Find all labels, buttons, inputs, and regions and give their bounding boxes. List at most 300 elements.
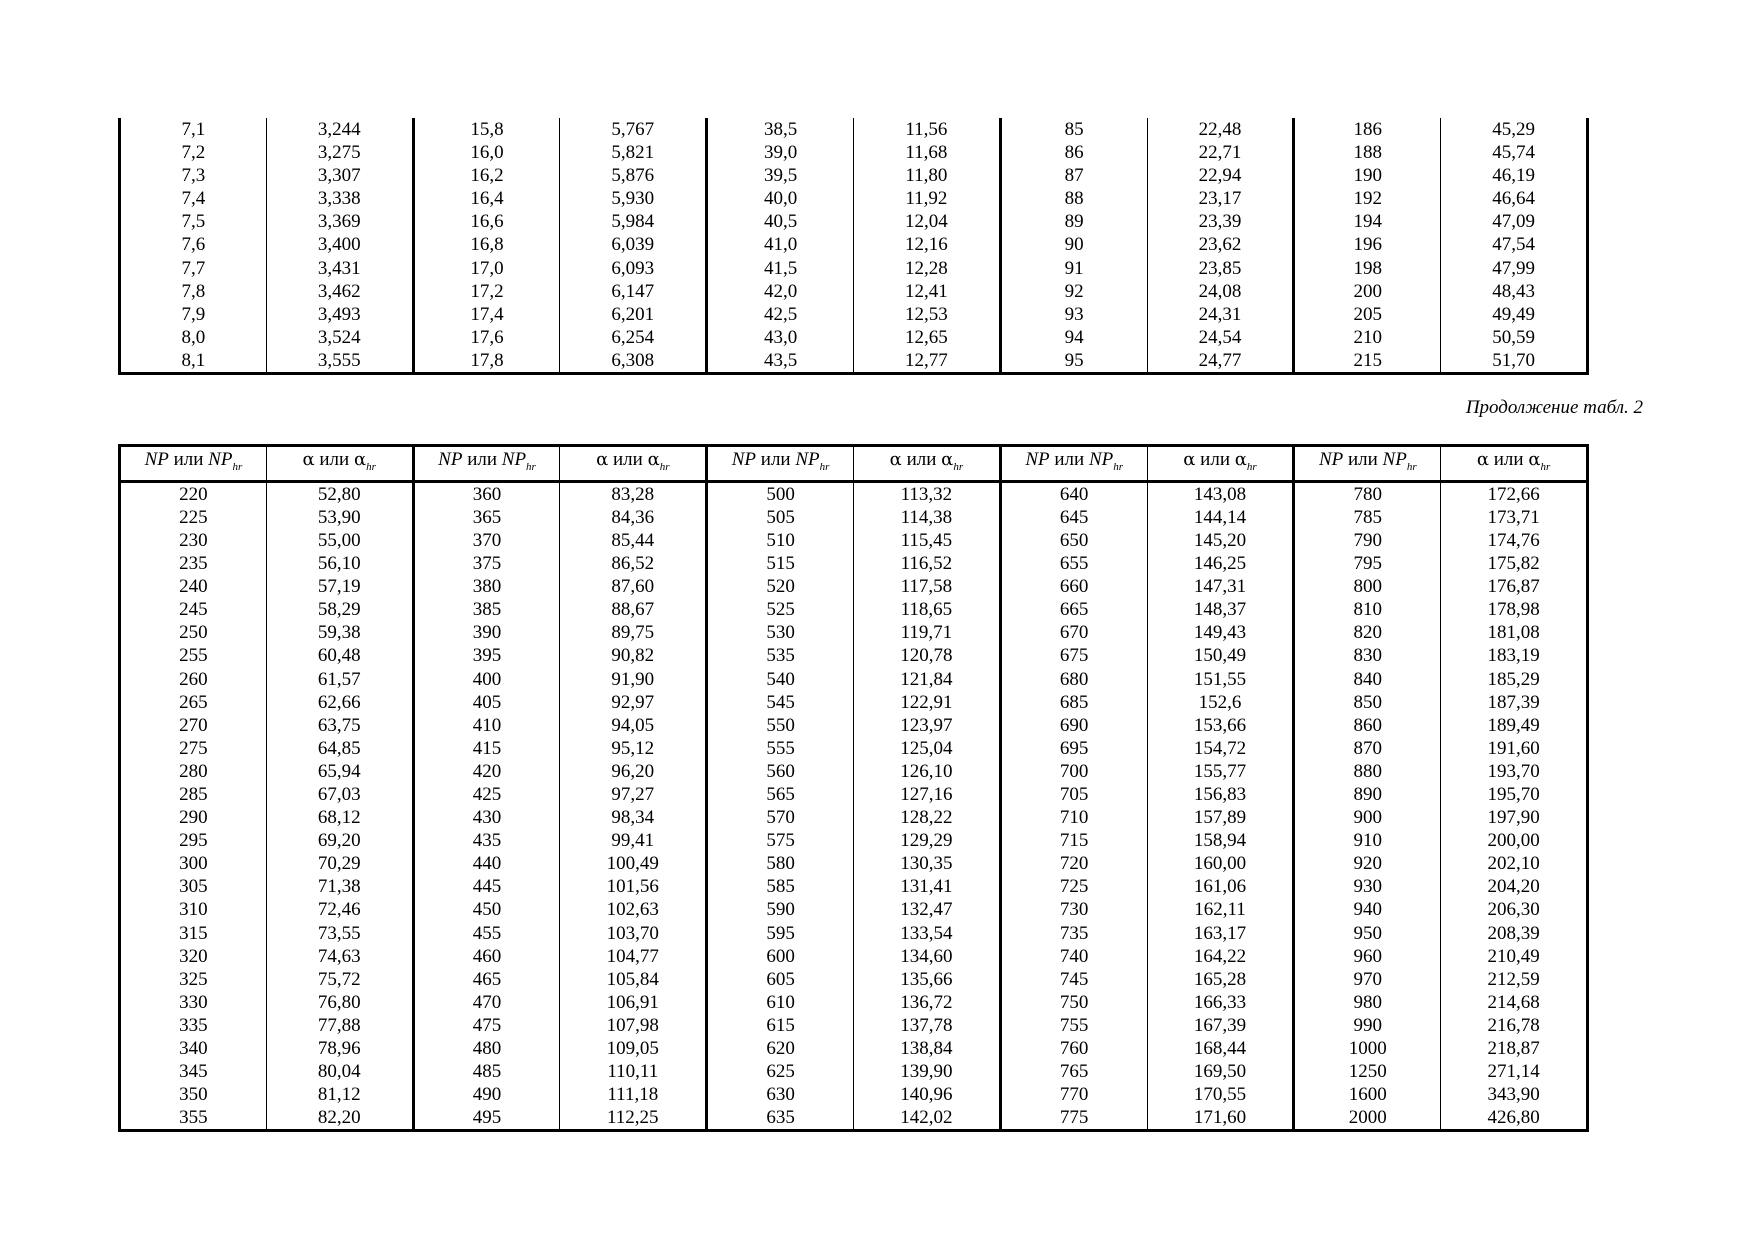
header-np-symbol: NP [438, 449, 463, 470]
np-cell: 535 [707, 644, 854, 667]
np-cell: 395 [413, 644, 560, 667]
np-cell: 230 [120, 529, 267, 552]
header-alpha [560, 446, 707, 482]
alpha-cell: 144,14 [1147, 506, 1294, 529]
header-alpha-hr-symbol: α [1528, 449, 1541, 470]
np-cell: 194 [1294, 210, 1441, 233]
np-cell: 7,9 [120, 303, 267, 326]
alpha-cell: 187,39 [1441, 691, 1588, 714]
alpha-cell: 57,19 [266, 575, 413, 598]
alpha-cell: 46,19 [1441, 164, 1588, 187]
header-np-hr-symbol: NP [501, 449, 527, 470]
np-cell: 475 [413, 1014, 560, 1037]
alpha-cell: 146,25 [1147, 552, 1294, 575]
table-row [120, 898, 1588, 921]
alpha-cell: 173,71 [1441, 506, 1588, 529]
alpha-cell: 63,75 [266, 714, 413, 737]
np-cell: 320 [120, 945, 267, 968]
alpha-cell: 343,90 [1441, 1083, 1588, 1106]
alpha-cell: 56,10 [266, 552, 413, 575]
np-cell: 460 [413, 945, 560, 968]
alpha-cell: 197,90 [1441, 806, 1588, 829]
header-or: или [1195, 449, 1235, 470]
np-cell: 41,0 [707, 233, 854, 256]
header-alpha-hr-symbol: α [353, 449, 367, 470]
np-cell: 7,7 [120, 257, 267, 280]
table-row [120, 233, 1588, 256]
np-cell: 800 [1294, 575, 1441, 598]
np-cell: 370 [413, 529, 560, 552]
alpha-cell: 128,22 [853, 806, 1000, 829]
np-cell: 8,0 [120, 326, 267, 349]
header-alpha-symbol: α [1183, 449, 1196, 470]
np-cell: 85 [1000, 118, 1147, 141]
alpha-cell: 118,65 [853, 598, 1000, 621]
table-row [120, 210, 1588, 233]
alpha-cell: 74,63 [266, 945, 413, 968]
np-cell: 595 [707, 922, 854, 945]
alpha-cell: 139,90 [853, 1060, 1000, 1083]
alpha-cell: 99,41 [560, 829, 707, 852]
table-continuation-top [118, 118, 1589, 375]
header-subscript: hr [953, 460, 964, 473]
header-subscript: hr [659, 460, 670, 473]
np-cell: 480 [413, 1037, 560, 1060]
alpha-cell: 58,29 [266, 598, 413, 621]
alpha-cell: 162,11 [1147, 898, 1294, 921]
table-row [120, 668, 1588, 691]
np-cell: 540 [707, 668, 854, 691]
header-or: или [168, 449, 209, 470]
np-cell: 39,0 [707, 141, 854, 164]
alpha-cell: 47,54 [1441, 233, 1588, 256]
table-row [120, 737, 1588, 760]
np-cell: 545 [707, 691, 854, 714]
alpha-cell: 49,49 [1441, 303, 1588, 326]
np-cell: 7,6 [120, 233, 267, 256]
np-cell: 610 [707, 991, 854, 1014]
np-cell: 295 [120, 829, 267, 852]
np-cell: 340 [120, 1037, 267, 1060]
header-alpha-hr-symbol: α [941, 449, 954, 470]
alpha-cell: 88,67 [560, 598, 707, 621]
alpha-cell: 11,80 [853, 164, 1000, 187]
alpha-cell: 143,08 [1147, 481, 1294, 506]
header-np [120, 446, 267, 482]
table-header-row [120, 446, 1588, 482]
alpha-cell: 97,27 [560, 783, 707, 806]
np-cell: 415 [413, 737, 560, 760]
np-cell: 7,5 [120, 210, 267, 233]
np-cell: 495 [413, 1106, 560, 1131]
alpha-cell: 3,275 [266, 141, 413, 164]
np-cell: 685 [1000, 691, 1147, 714]
alpha-cell: 80,04 [266, 1060, 413, 1083]
np-cell: 39,5 [707, 164, 854, 187]
alpha-cell: 12,41 [853, 280, 1000, 303]
np-cell: 186 [1294, 118, 1441, 141]
alpha-cell: 103,70 [560, 922, 707, 945]
np-cell: 93 [1000, 303, 1147, 326]
alpha-cell: 130,35 [853, 852, 1000, 875]
alpha-cell: 158,94 [1147, 829, 1294, 852]
np-cell: 550 [707, 714, 854, 737]
table-row [120, 141, 1588, 164]
header-or: или [462, 449, 502, 470]
alpha-cell: 147,31 [1147, 575, 1294, 598]
np-cell: 43,0 [707, 326, 854, 349]
alpha-cell: 46,64 [1441, 187, 1588, 210]
alpha-cell: 12,28 [853, 257, 1000, 280]
alpha-cell: 5,821 [560, 141, 707, 164]
alpha-cell: 3,555 [266, 349, 413, 374]
np-cell: 88 [1000, 187, 1147, 210]
alpha-cell: 178,98 [1441, 598, 1588, 621]
np-cell: 650 [1000, 529, 1147, 552]
np-cell: 7,1 [120, 118, 267, 141]
table-row [120, 280, 1588, 303]
alpha-cell: 195,70 [1441, 783, 1588, 806]
table-row [120, 481, 1588, 506]
alpha-cell: 82,20 [266, 1106, 413, 1131]
alpha-cell: 166,33 [1147, 991, 1294, 1014]
np-cell: 700 [1000, 760, 1147, 783]
alpha-cell: 172,66 [1441, 481, 1588, 506]
alpha-cell: 60,48 [266, 644, 413, 667]
alpha-cell: 6,147 [560, 280, 707, 303]
np-cell: 435 [413, 829, 560, 852]
alpha-cell: 100,49 [560, 852, 707, 875]
np-cell: 205 [1294, 303, 1441, 326]
np-cell: 585 [707, 875, 854, 898]
alpha-cell: 170,55 [1147, 1083, 1294, 1106]
table-row [120, 714, 1588, 737]
np-cell: 900 [1294, 806, 1441, 829]
alpha-cell: 3,462 [266, 280, 413, 303]
alpha-cell: 140,96 [853, 1083, 1000, 1106]
np-cell: 250 [120, 621, 267, 644]
alpha-cell: 161,06 [1147, 875, 1294, 898]
alpha-cell: 73,55 [266, 922, 413, 945]
np-cell: 95 [1000, 349, 1147, 374]
np-cell: 500 [707, 481, 854, 506]
np-cell: 695 [1000, 737, 1147, 760]
np-cell: 520 [707, 575, 854, 598]
np-cell: 620 [707, 1037, 854, 1060]
alpha-cell: 95,12 [560, 737, 707, 760]
alpha-cell: 3,493 [266, 303, 413, 326]
np-cell: 745 [1000, 968, 1147, 991]
alpha-cell: 51,70 [1441, 349, 1588, 374]
alpha-cell: 138,84 [853, 1037, 1000, 1060]
np-cell: 290 [120, 806, 267, 829]
alpha-cell: 50,59 [1441, 326, 1588, 349]
header-subscript: hr [232, 460, 243, 473]
np-cell: 7,3 [120, 164, 267, 187]
alpha-cell: 111,18 [560, 1083, 707, 1106]
header-or: или [756, 449, 796, 470]
np-cell: 790 [1294, 529, 1441, 552]
alpha-cell: 89,75 [560, 621, 707, 644]
np-cell: 7,4 [120, 187, 267, 210]
np-cell: 785 [1294, 506, 1441, 529]
table-row [120, 552, 1588, 575]
header-or: или [314, 449, 354, 470]
alpha-cell: 104,77 [560, 945, 707, 968]
alpha-cell: 426,80 [1441, 1106, 1588, 1131]
np-cell: 255 [120, 644, 267, 667]
alpha-cell: 11,92 [853, 187, 1000, 210]
np-cell: 1250 [1294, 1060, 1441, 1083]
table-row [120, 783, 1588, 806]
np-cell: 330 [120, 991, 267, 1014]
alpha-cell: 155,77 [1147, 760, 1294, 783]
np-cell: 455 [413, 922, 560, 945]
np-cell: 890 [1294, 783, 1441, 806]
np-cell: 210 [1294, 326, 1441, 349]
alpha-cell: 112,25 [560, 1106, 707, 1131]
np-cell: 715 [1000, 829, 1147, 852]
np-cell: 8,1 [120, 349, 267, 374]
np-cell: 16,4 [413, 187, 560, 210]
np-cell: 305 [120, 875, 267, 898]
alpha-cell: 150,49 [1147, 644, 1294, 667]
table-row [120, 760, 1588, 783]
np-cell: 660 [1000, 575, 1147, 598]
np-cell: 670 [1000, 621, 1147, 644]
header-alpha [1441, 446, 1588, 482]
alpha-cell: 11,68 [853, 141, 1000, 164]
alpha-cell: 24,77 [1147, 349, 1294, 374]
table-row [120, 991, 1588, 1014]
alpha-cell: 122,91 [853, 691, 1000, 714]
alpha-cell: 24,54 [1147, 326, 1294, 349]
np-cell: 400 [413, 668, 560, 691]
np-cell: 410 [413, 714, 560, 737]
alpha-cell: 62,66 [266, 691, 413, 714]
alpha-cell: 91,90 [560, 668, 707, 691]
header-np [707, 446, 854, 482]
np-cell: 690 [1000, 714, 1147, 737]
alpha-cell: 204,20 [1441, 875, 1588, 898]
np-cell: 43,5 [707, 349, 854, 374]
np-cell: 425 [413, 783, 560, 806]
alpha-cell: 11,56 [853, 118, 1000, 141]
alpha-cell: 70,29 [266, 852, 413, 875]
alpha-cell: 127,16 [853, 783, 1000, 806]
np-cell: 440 [413, 852, 560, 875]
header-or: или [901, 449, 942, 470]
alpha-cell: 77,88 [266, 1014, 413, 1037]
np-cell: 430 [413, 806, 560, 829]
np-cell: 245 [120, 598, 267, 621]
alpha-cell: 23,39 [1147, 210, 1294, 233]
alpha-cell: 149,43 [1147, 621, 1294, 644]
np-cell: 16,6 [413, 210, 560, 233]
np-cell: 470 [413, 991, 560, 1014]
np-cell: 190 [1294, 164, 1441, 187]
np-cell: 385 [413, 598, 560, 621]
header-alpha-hr-symbol: α [647, 449, 660, 470]
np-cell: 260 [120, 668, 267, 691]
np-cell: 270 [120, 714, 267, 737]
np-cell: 810 [1294, 598, 1441, 621]
header-np-symbol: NP [1025, 449, 1050, 470]
alpha-cell: 123,97 [853, 714, 1000, 737]
table-row [120, 1060, 1588, 1083]
np-cell: 1600 [1294, 1083, 1441, 1106]
np-cell: 710 [1000, 806, 1147, 829]
table-bottom-body [120, 481, 1588, 1131]
alpha-cell: 23,85 [1147, 257, 1294, 280]
np-cell: 89 [1000, 210, 1147, 233]
alpha-cell: 154,72 [1147, 737, 1294, 760]
np-cell: 215 [1294, 349, 1441, 374]
np-cell: 525 [707, 598, 854, 621]
header-alpha [853, 446, 1000, 482]
table-row [120, 806, 1588, 829]
alpha-cell: 78,96 [266, 1037, 413, 1060]
np-cell: 225 [120, 506, 267, 529]
alpha-cell: 64,85 [266, 737, 413, 760]
alpha-cell: 68,12 [266, 806, 413, 829]
table-row [120, 968, 1588, 991]
np-cell: 850 [1294, 691, 1441, 714]
alpha-cell: 6,308 [560, 349, 707, 374]
np-cell: 16,8 [413, 233, 560, 256]
alpha-cell: 75,72 [266, 968, 413, 991]
alpha-cell: 117,58 [853, 575, 1000, 598]
np-cell: 390 [413, 621, 560, 644]
header-np-symbol: NP [731, 449, 757, 470]
np-cell: 198 [1294, 257, 1441, 280]
alpha-cell: 107,98 [560, 1014, 707, 1037]
alpha-cell: 126,10 [853, 760, 1000, 783]
np-cell: 450 [413, 898, 560, 921]
alpha-cell: 153,66 [1147, 714, 1294, 737]
np-cell: 640 [1000, 481, 1147, 506]
np-cell: 17,2 [413, 280, 560, 303]
header-subscript: hr [1113, 460, 1124, 473]
table-row [120, 187, 1588, 210]
alpha-cell: 148,37 [1147, 598, 1294, 621]
alpha-cell: 22,48 [1147, 118, 1294, 141]
alpha-cell: 22,71 [1147, 141, 1294, 164]
alpha-cell: 65,94 [266, 760, 413, 783]
np-cell: 365 [413, 506, 560, 529]
alpha-cell: 163,17 [1147, 922, 1294, 945]
alpha-cell: 71,38 [266, 875, 413, 898]
np-cell: 485 [413, 1060, 560, 1083]
alpha-cell: 12,04 [853, 210, 1000, 233]
alpha-cell: 5,876 [560, 164, 707, 187]
alpha-cell: 12,53 [853, 303, 1000, 326]
np-cell: 910 [1294, 829, 1441, 852]
np-cell: 350 [120, 1083, 267, 1106]
alpha-cell: 69,20 [266, 829, 413, 852]
alpha-cell: 3,431 [266, 257, 413, 280]
alpha-cell: 167,39 [1147, 1014, 1294, 1037]
table-row [120, 1106, 1588, 1131]
alpha-cell: 59,38 [266, 621, 413, 644]
alpha-cell: 102,63 [560, 898, 707, 921]
np-cell: 240 [120, 575, 267, 598]
table-row [120, 829, 1588, 852]
alpha-cell: 3,244 [266, 118, 413, 141]
alpha-cell: 185,29 [1441, 668, 1588, 691]
alpha-cell: 191,60 [1441, 737, 1588, 760]
np-cell: 665 [1000, 598, 1147, 621]
np-cell: 94 [1000, 326, 1147, 349]
alpha-cell: 121,84 [853, 668, 1000, 691]
header-np-hr-symbol: NP [1088, 449, 1114, 470]
np-cell: 380 [413, 575, 560, 598]
alpha-cell: 81,12 [266, 1083, 413, 1106]
alpha-cell: 24,08 [1147, 280, 1294, 303]
alpha-cell: 22,94 [1147, 164, 1294, 187]
table-row [120, 945, 1588, 968]
np-cell: 1000 [1294, 1037, 1441, 1060]
np-cell: 870 [1294, 737, 1441, 760]
header-np-hr-symbol: NP [208, 449, 233, 470]
np-cell: 820 [1294, 621, 1441, 644]
np-cell: 86 [1000, 141, 1147, 164]
alpha-cell: 152,6 [1147, 691, 1294, 714]
header-or: или [608, 449, 648, 470]
alpha-cell: 86,52 [560, 552, 707, 575]
np-cell: 315 [120, 922, 267, 945]
np-cell: 970 [1294, 968, 1441, 991]
np-cell: 735 [1000, 922, 1147, 945]
np-cell: 560 [707, 760, 854, 783]
alpha-cell: 55,00 [266, 529, 413, 552]
alpha-cell: 135,66 [853, 968, 1000, 991]
alpha-cell: 142,02 [853, 1106, 1000, 1131]
alpha-cell: 85,44 [560, 529, 707, 552]
alpha-cell: 87,60 [560, 575, 707, 598]
alpha-cell: 193,70 [1441, 760, 1588, 783]
alpha-cell: 12,65 [853, 326, 1000, 349]
header-np-symbol: NP [1318, 449, 1344, 470]
np-cell: 325 [120, 968, 267, 991]
alpha-cell: 12,16 [853, 233, 1000, 256]
alpha-cell: 47,99 [1441, 257, 1588, 280]
alpha-cell: 98,34 [560, 806, 707, 829]
np-cell: 770 [1000, 1083, 1147, 1106]
np-cell: 465 [413, 968, 560, 991]
alpha-cell: 120,78 [853, 644, 1000, 667]
header-or: или [1049, 449, 1089, 470]
table-row [120, 575, 1588, 598]
alpha-cell: 202,10 [1441, 852, 1588, 875]
np-cell: 265 [120, 691, 267, 714]
alpha-cell: 214,68 [1441, 991, 1588, 1014]
alpha-cell: 53,90 [266, 506, 413, 529]
alpha-cell: 5,930 [560, 187, 707, 210]
np-cell: 192 [1294, 187, 1441, 210]
table-row [120, 1014, 1588, 1037]
np-cell: 188 [1294, 141, 1441, 164]
np-cell: 275 [120, 737, 267, 760]
np-cell: 16,2 [413, 164, 560, 187]
alpha-cell: 23,17 [1147, 187, 1294, 210]
alpha-cell: 110,11 [560, 1060, 707, 1083]
np-cell: 625 [707, 1060, 854, 1083]
alpha-cell: 200,00 [1441, 829, 1588, 852]
np-cell: 40,5 [707, 210, 854, 233]
header-or: или [1343, 449, 1383, 470]
np-cell: 375 [413, 552, 560, 575]
